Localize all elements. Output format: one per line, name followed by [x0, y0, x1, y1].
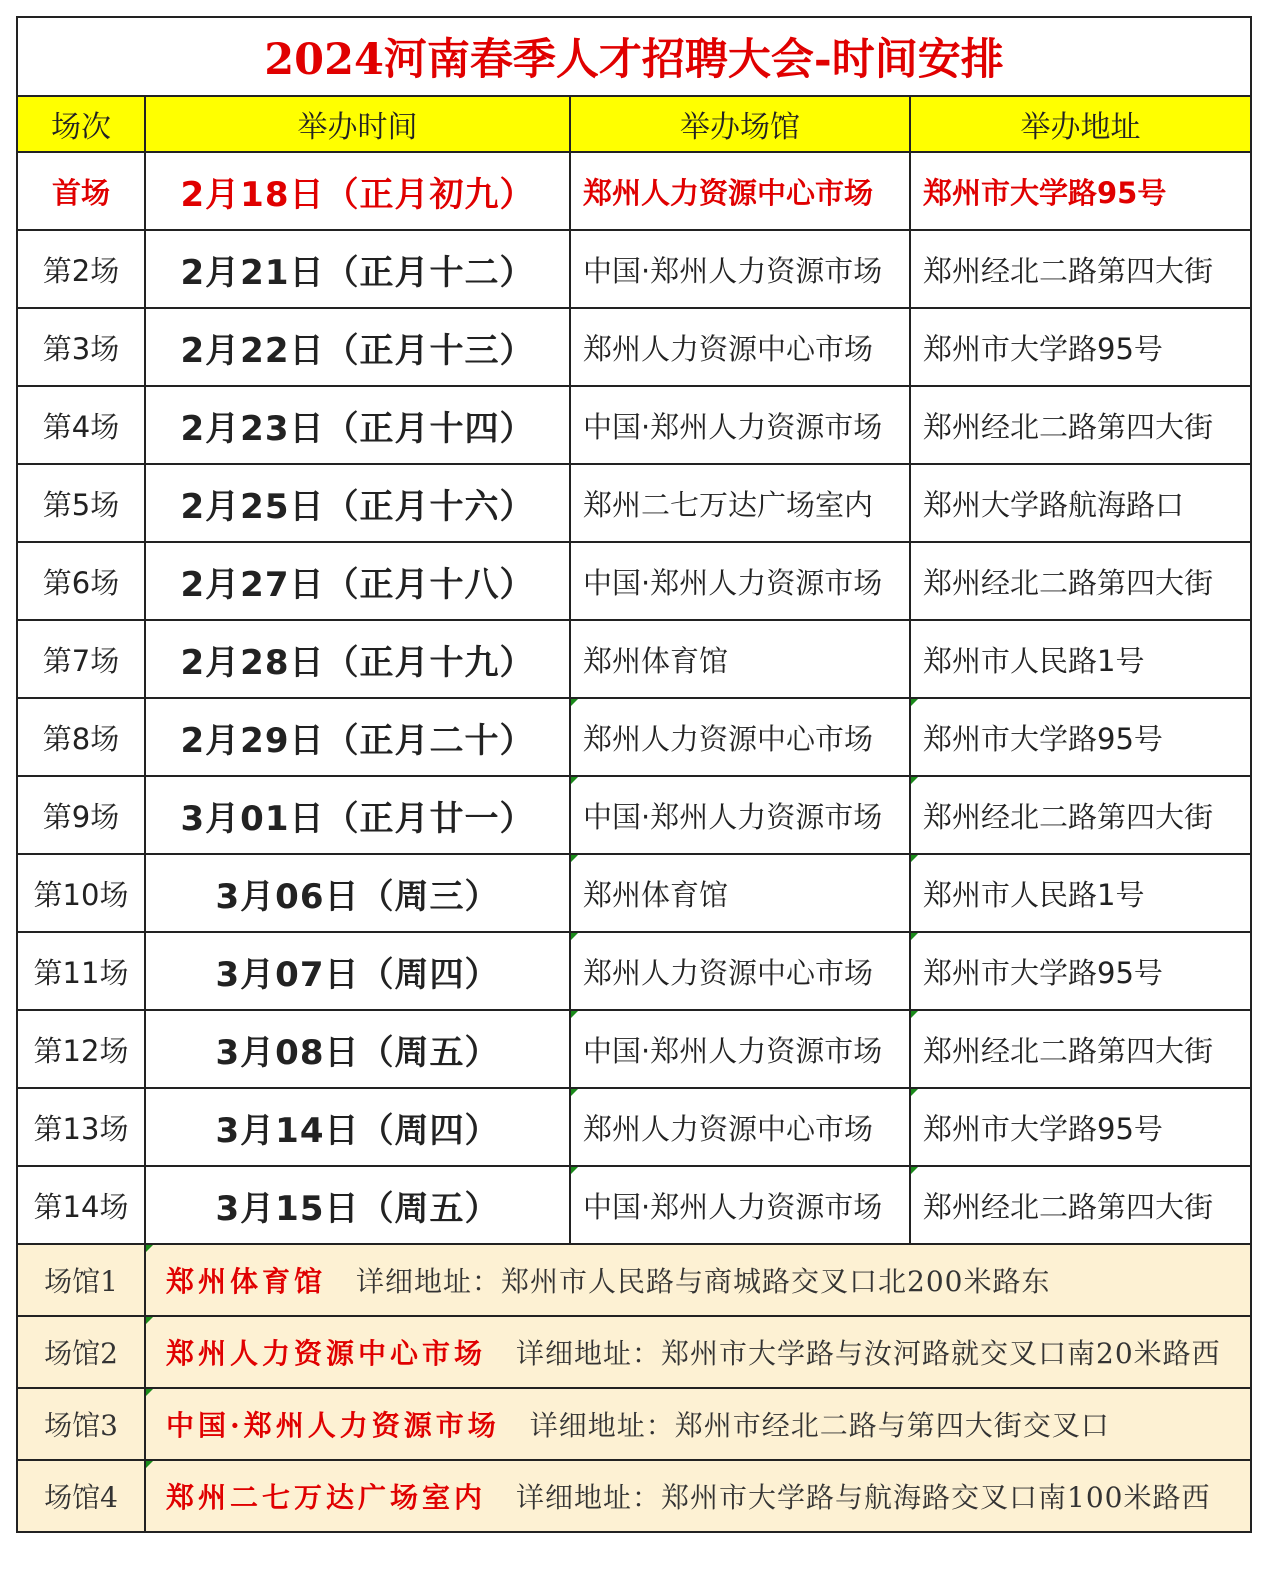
session-row [17, 620, 1251, 698]
session-row [17, 308, 1251, 386]
schedule-table [16, 16, 1252, 1533]
session-venue: 中国·郑州人力资源市场 [570, 542, 910, 620]
session-date: 2月23日（正月十四） [145, 386, 570, 464]
venue-row [17, 1388, 1251, 1460]
venue-detail [145, 1388, 1251, 1460]
session-row [17, 1166, 1251, 1244]
venue-full-address: 详细地址：郑州市人民路与商城路交叉口北200米路东 [356, 1265, 1051, 1298]
session-row [17, 1010, 1251, 1088]
session-date: 2月18日（正月初九） [145, 152, 570, 230]
session-index: 第3场 [17, 308, 145, 386]
session-address: 郑州市大学路95号 [910, 152, 1251, 230]
session-index: 第9场 [17, 776, 145, 854]
session-address: 郑州市大学路95号 [910, 932, 1251, 1010]
session-address: 郑州经北二路第四大街 [910, 386, 1251, 464]
header-cell-venue: 举办场馆 [570, 96, 910, 152]
session-row [17, 698, 1251, 776]
session-date: 3月15日（周五） [145, 1166, 570, 1244]
session-address: 郑州大学路航海路口 [910, 464, 1251, 542]
session-row [17, 152, 1251, 230]
session-date: 2月27日（正月十八） [145, 542, 570, 620]
header-cell-session: 场次 [17, 96, 145, 152]
venue-full-address: 详细地址：郑州市大学路与航海路交叉口南100米路西 [516, 1481, 1211, 1514]
session-index: 第7场 [17, 620, 145, 698]
session-row [17, 542, 1251, 620]
session-row [17, 854, 1251, 932]
header-cell-address: 举办地址 [910, 96, 1251, 152]
venue-row [17, 1460, 1251, 1532]
session-venue: 郑州体育馆 [570, 854, 910, 932]
page-title: 2024河南春季人才招聘大会-时间安排 [17, 17, 1251, 96]
venue-row [17, 1244, 1251, 1316]
session-index: 第11场 [17, 932, 145, 1010]
session-address: 郑州经北二路第四大街 [910, 230, 1251, 308]
session-index: 第10场 [17, 854, 145, 932]
session-date: 2月21日（正月十二） [145, 230, 570, 308]
session-index: 第13场 [17, 1088, 145, 1166]
session-venue: 郑州体育馆 [570, 620, 910, 698]
session-index: 第12场 [17, 1010, 145, 1088]
header-cell-time: 举办时间 [145, 96, 570, 152]
session-venue: 郑州人力资源中心市场 [570, 1088, 910, 1166]
session-index: 第8场 [17, 698, 145, 776]
session-address: 郑州市大学路95号 [910, 698, 1251, 776]
session-date: 2月25日（正月十六） [145, 464, 570, 542]
session-venue: 中国·郑州人力资源市场 [570, 230, 910, 308]
session-address: 郑州市人民路1号 [910, 620, 1251, 698]
session-index: 第5场 [17, 464, 145, 542]
venue-label: 场馆3 [17, 1388, 145, 1460]
session-index: 第6场 [17, 542, 145, 620]
session-date: 2月28日（正月十九） [145, 620, 570, 698]
session-venue: 中国·郑州人力资源市场 [570, 386, 910, 464]
venue-label: 场馆1 [17, 1244, 145, 1316]
session-date: 2月29日（正月二十） [145, 698, 570, 776]
session-venue: 中国·郑州人力资源市场 [570, 1010, 910, 1088]
session-row [17, 776, 1251, 854]
session-address: 郑州经北二路第四大街 [910, 542, 1251, 620]
venue-label: 场馆4 [17, 1460, 145, 1532]
session-row [17, 1088, 1251, 1166]
session-date: 3月06日（周三） [145, 854, 570, 932]
venue-detail [145, 1316, 1251, 1388]
session-row [17, 464, 1251, 542]
session-venue: 郑州人力资源中心市场 [570, 308, 910, 386]
title-row [17, 17, 1251, 96]
session-address: 郑州市人民路1号 [910, 854, 1251, 932]
session-address: 郑州经北二路第四大街 [910, 776, 1251, 854]
session-date: 2月22日（正月十三） [145, 308, 570, 386]
session-index: 第2场 [17, 230, 145, 308]
session-venue: 郑州二七万达广场室内 [570, 464, 910, 542]
venue-name: 郑州体育馆 [166, 1265, 327, 1298]
session-row [17, 230, 1251, 308]
venue-row [17, 1316, 1251, 1388]
session-address: 郑州经北二路第四大街 [910, 1010, 1251, 1088]
session-row [17, 386, 1251, 464]
session-index: 首场 [17, 152, 145, 230]
session-venue: 中国·郑州人力资源市场 [570, 776, 910, 854]
session-venue: 中国·郑州人力资源市场 [570, 1166, 910, 1244]
session-venue: 郑州人力资源中心市场 [570, 932, 910, 1010]
venue-full-address: 详细地址：郑州市经北二路与第四大街交叉口 [529, 1409, 1110, 1442]
header-row [17, 96, 1251, 152]
session-date: 3月01日（正月廿一） [145, 776, 570, 854]
venue-detail [145, 1460, 1251, 1532]
session-row [17, 932, 1251, 1010]
session-index: 第14场 [17, 1166, 145, 1244]
session-address: 郑州经北二路第四大街 [910, 1166, 1251, 1244]
session-date: 3月07日（周四） [145, 932, 570, 1010]
venue-detail [145, 1244, 1251, 1316]
venue-full-address: 详细地址：郑州市大学路与汝河路就交叉口南20米路西 [516, 1337, 1221, 1370]
session-date: 3月08日（周五） [145, 1010, 570, 1088]
venue-label: 场馆2 [17, 1316, 145, 1388]
venue-name: 郑州二七万达广场室内 [166, 1481, 487, 1514]
session-venue: 郑州人力资源中心市场 [570, 152, 910, 230]
session-address: 郑州市大学路95号 [910, 308, 1251, 386]
session-address: 郑州市大学路95号 [910, 1088, 1251, 1166]
session-date: 3月14日（周四） [145, 1088, 570, 1166]
session-venue: 郑州人力资源中心市场 [570, 698, 910, 776]
venue-name: 郑州人力资源中心市场 [166, 1337, 487, 1370]
session-index: 第4场 [17, 386, 145, 464]
venue-name: 中国·郑州人力资源市场 [166, 1409, 500, 1442]
